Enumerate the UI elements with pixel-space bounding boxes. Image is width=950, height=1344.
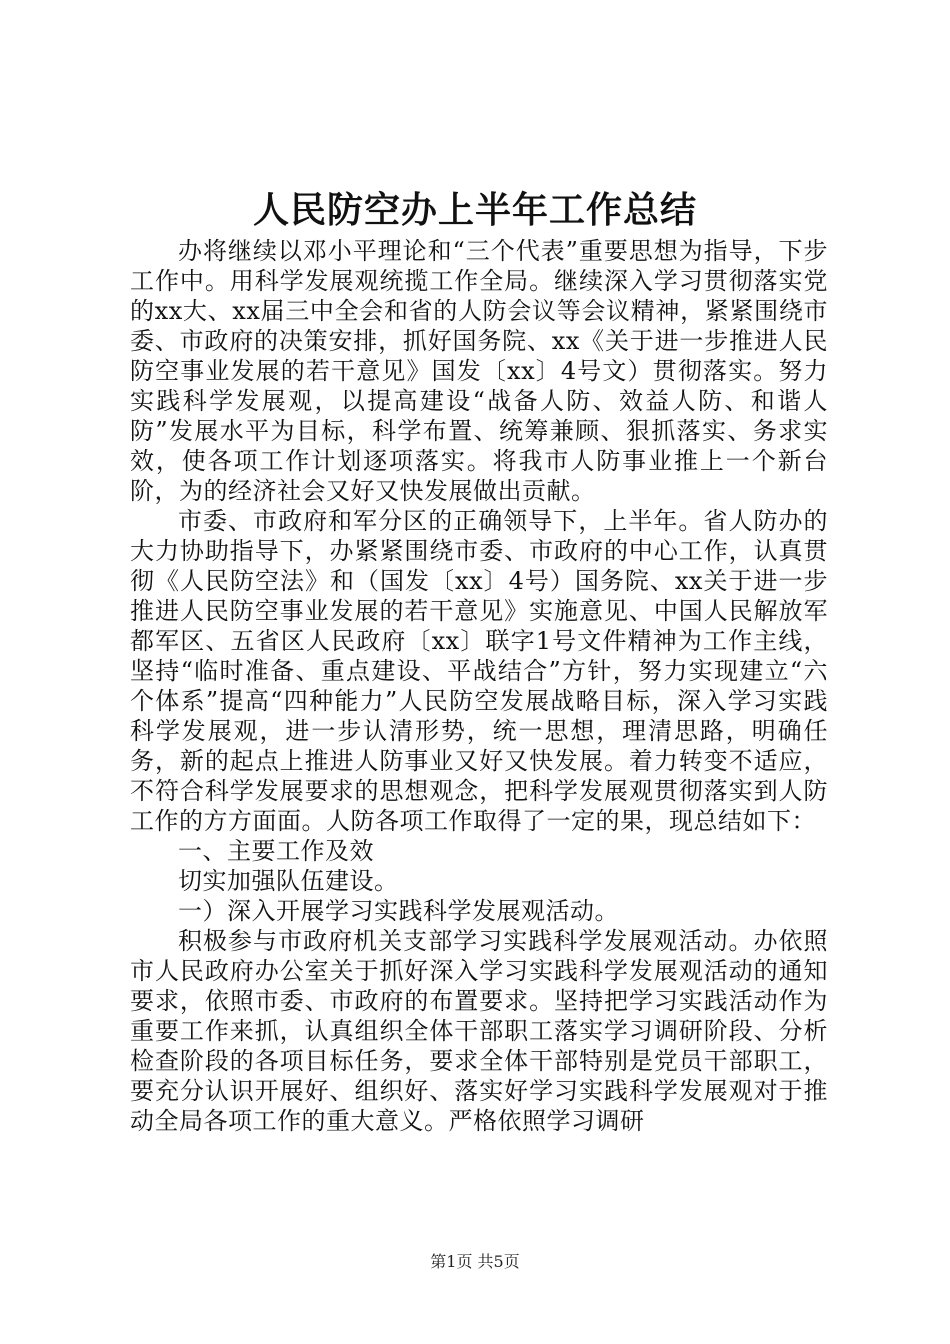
- document-title: 人民防空办上半年工作总结: [252, 189, 697, 231]
- document-body: [130, 236, 828, 1186]
- subsection-heading-team-building: 切实加强队伍建设。: [178, 867, 399, 895]
- section-heading-main-work: 一、主要工作及效: [178, 837, 374, 865]
- subsection-heading-study-activity: 一）深入开展学习实践科学发展观活动。: [178, 897, 619, 925]
- paragraph-intro: 办将继续以邓小平理论和“三个代表”重要思想为指导，下步工作中。用科学发展观统揽工作全局。继续深入学习贯彻落实党的xx大、xx届三中全会和省的人防会议等会议精神，紧紧围绕市委、市政府的决策安排，抓好国务院、xx《关于进一步推进人民防空事业发展的若干意见》国发〔xx〕4号文）贯彻落实。努力实践科学发展观，以提高建设“战备人防、效益人防、和谐人防”发展水平为目标，科学布置、统筹兼顾、狠抓落实、务求实效，使各项工作计划逐项落实。将我市人防事业推上一个新台阶，为的经济社会又好又快发展做出贡献。: [130, 237, 828, 505]
- paragraph-summary: 市委、市政府和军分区的正确领导下，上半年。省人防办的大力协助指导下，办紧紧围绕市委、市政府的中心工作，认真贯彻《人民防空法》和（国发〔xx〕4号）国务院、xx关于进一步推进人民防空事业发展的若干意见》实施意见、中国人民解放军都军区、五省区人民政府〔xx〕联字1号文件精神为工作主线，坚持“临时准备、重点建设、平战结合”方针，努力实现建立“六个体系”提高“四种能力”人民防空发展战略目标，深入学习实践科学发展观，进一步认清形势，统一思想，理清思路，明确任务，新的起点上推进人防事业又好又快发展。着力转变不适应，不符合科学发展要求的思想观念，把科学发展观贯彻落实到人防工作的方方面面。人防各项工作取得了一定的果，现总结如下：: [130, 507, 828, 835]
- paragraph-study-activity: 积极参与市政府机关支部学习实践科学发展观活动。办依照市人民政府办公室关于抓好深入学习实践科学发展观活动的通知要求，依照市委、市政府的布置要求。坚持把学习实践活动作为重要工作来抓，认真组织全体干部职工落实学习调研阶段、分析检查阶段的各项目标任务，要求全体干部特别是党员干部职工，要充分认识开展好、组织好、落实好学习实践科学发展观对于推动全局各项工作的重大意义。严格依照学习调研: [130, 927, 828, 1135]
- page-number-footer: 第1页 共5页: [430, 1252, 520, 1271]
